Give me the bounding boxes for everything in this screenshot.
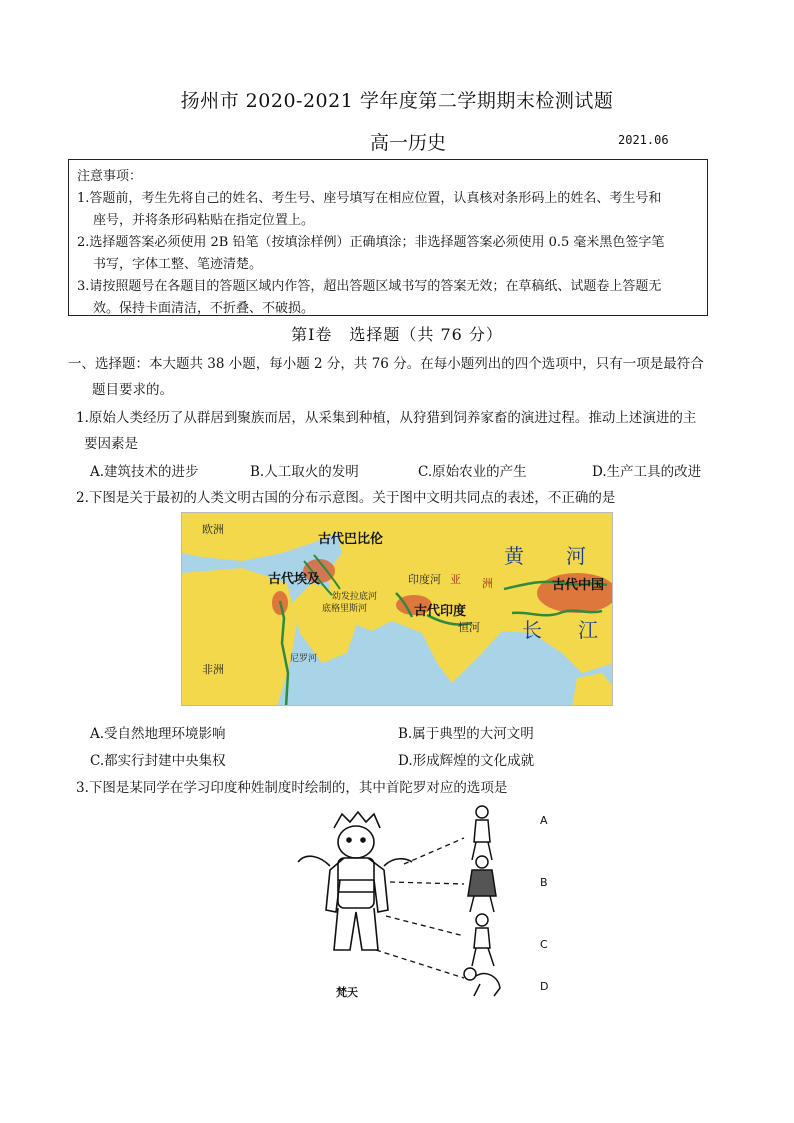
label-ganges: 恒河 [458,621,480,634]
label-yellow-river-1: 黄 [504,544,524,568]
label-china: 古代中国 [552,578,605,593]
label-option-b: B [540,876,548,889]
label-indus: 印度河 [408,573,441,586]
africa-land [182,568,297,706]
section-title: 第Ⅰ卷 选择题（共 76 分） [291,325,503,344]
brahma-head [338,826,374,858]
label-asia-2: 洲 [482,577,493,590]
figure-d [464,968,500,996]
q1-option-a: A.建筑技术的进步 [90,464,199,480]
q2-option-d: D.形成辉煌的文化成就 [398,753,535,769]
ancient-civilizations-map [181,512,613,706]
label-nile: 尼罗河 [290,654,318,664]
q1-stem: 1.原始人类经历了从群居到聚族而居，从采集到种植，从狩猎到饲养家畜的演进过程。推动上述演进的主 [76,410,697,426]
notice-line: 1.答题前，考生先将自己的姓名、考生号、座号填写在相应位置，认真核对条形码上的姓名、考生号和 [77,191,662,206]
notice-line: 座号，并将条形码粘贴在指定位置上。 [93,213,315,228]
q3-stem: 3.下图是某同学在学习印度种姓制度时绘制的，其中首陀罗对应的选项是 [76,780,508,796]
subject-title: 高一历史 [370,132,447,154]
brahma-left-arm [326,858,344,912]
map-svg [182,513,613,706]
label-europe: 欧洲 [202,523,224,536]
q2-option-b: B.属于典型的大河文明 [398,726,534,742]
figure-c [472,914,494,966]
notice-line: 书写，字体工整、笔迹清楚。 [93,257,263,272]
figure-b [468,856,496,912]
label-babylon: 古代巴比伦 [318,532,384,547]
label-africa: 非洲 [202,663,224,676]
brahma-torso [338,858,374,908]
instructions-line: 题目要求的。 [92,382,173,398]
label-option-c: C [540,938,548,951]
label-tigris: 底格里斯河 [322,604,368,614]
exam-date: 2021.06 [618,133,669,147]
q1-option-b: B.人工取火的发明 [250,464,359,480]
instructions-line: 一、选择题：本大题共 38 小题，每小题 2 分，共 76 分。在每小题列出的四个选项中，只有一项是最符合 [68,356,704,372]
brahma-figure [298,812,412,950]
label-yangtze-2: 江 [578,618,598,642]
label-yangtze-1: 长 [522,618,542,642]
notice-line: 3.请按照题号在各题目的答题区域内作答，超出答题区域书写的答案无效；在草稿纸、试题卷上答题无 [77,279,662,294]
exam-title: 扬州市 2020-2021 学年度第二学期期末检测试题 [180,90,614,112]
q2-option-c: C.都实行封建中央集权 [90,753,226,769]
label-asia-1: 亚 [450,573,461,586]
notice-box [68,159,708,316]
q1-option-c: C.原始农业的产生 [418,464,527,480]
label-option-d: D [540,980,549,993]
brahma-belt [338,880,374,892]
connector-b [390,882,464,884]
figure-a [472,806,492,860]
q2-option-a: A.受自然地理环境影响 [90,726,226,742]
label-india: 古代印度 [414,604,467,619]
caste-svg [286,800,566,1020]
label-euphrates: 幼发拉底河 [332,592,378,602]
brahma-side-arm [298,856,330,866]
label-option-a: A [540,814,548,827]
connector-d [376,950,464,978]
connector-c [386,916,464,936]
connector-lines [376,838,464,978]
label-egypt: 古代埃及 [268,572,321,587]
brahma-eye [347,838,351,842]
brahma-label: 梵天 [336,986,358,999]
q1-option-d: D.生产工具的改进 [592,464,702,480]
brahma-eye [361,838,365,842]
q2-stem: 2.下图是关于最初的人类文明古国的分布示意图。关于图中文明共同点的表述，不正确的是 [76,490,616,506]
notice-line: 效。保持卡面清洁，不折叠、不破损。 [93,301,315,316]
notice-line: 2.选择题答案必须使用 2B 铅笔（按填涂样例）正确填涂；非选择题答案必须使用 0.5 毫米黑色签字笔 [77,235,665,250]
q1-stem: 要因素是 [84,436,138,452]
notice-heading: 注意事项： [77,169,143,184]
connector-a [404,838,464,864]
label-yellow-river-2: 河 [566,544,586,568]
caste-figure [286,800,566,1020]
brahma-legs [334,908,378,950]
